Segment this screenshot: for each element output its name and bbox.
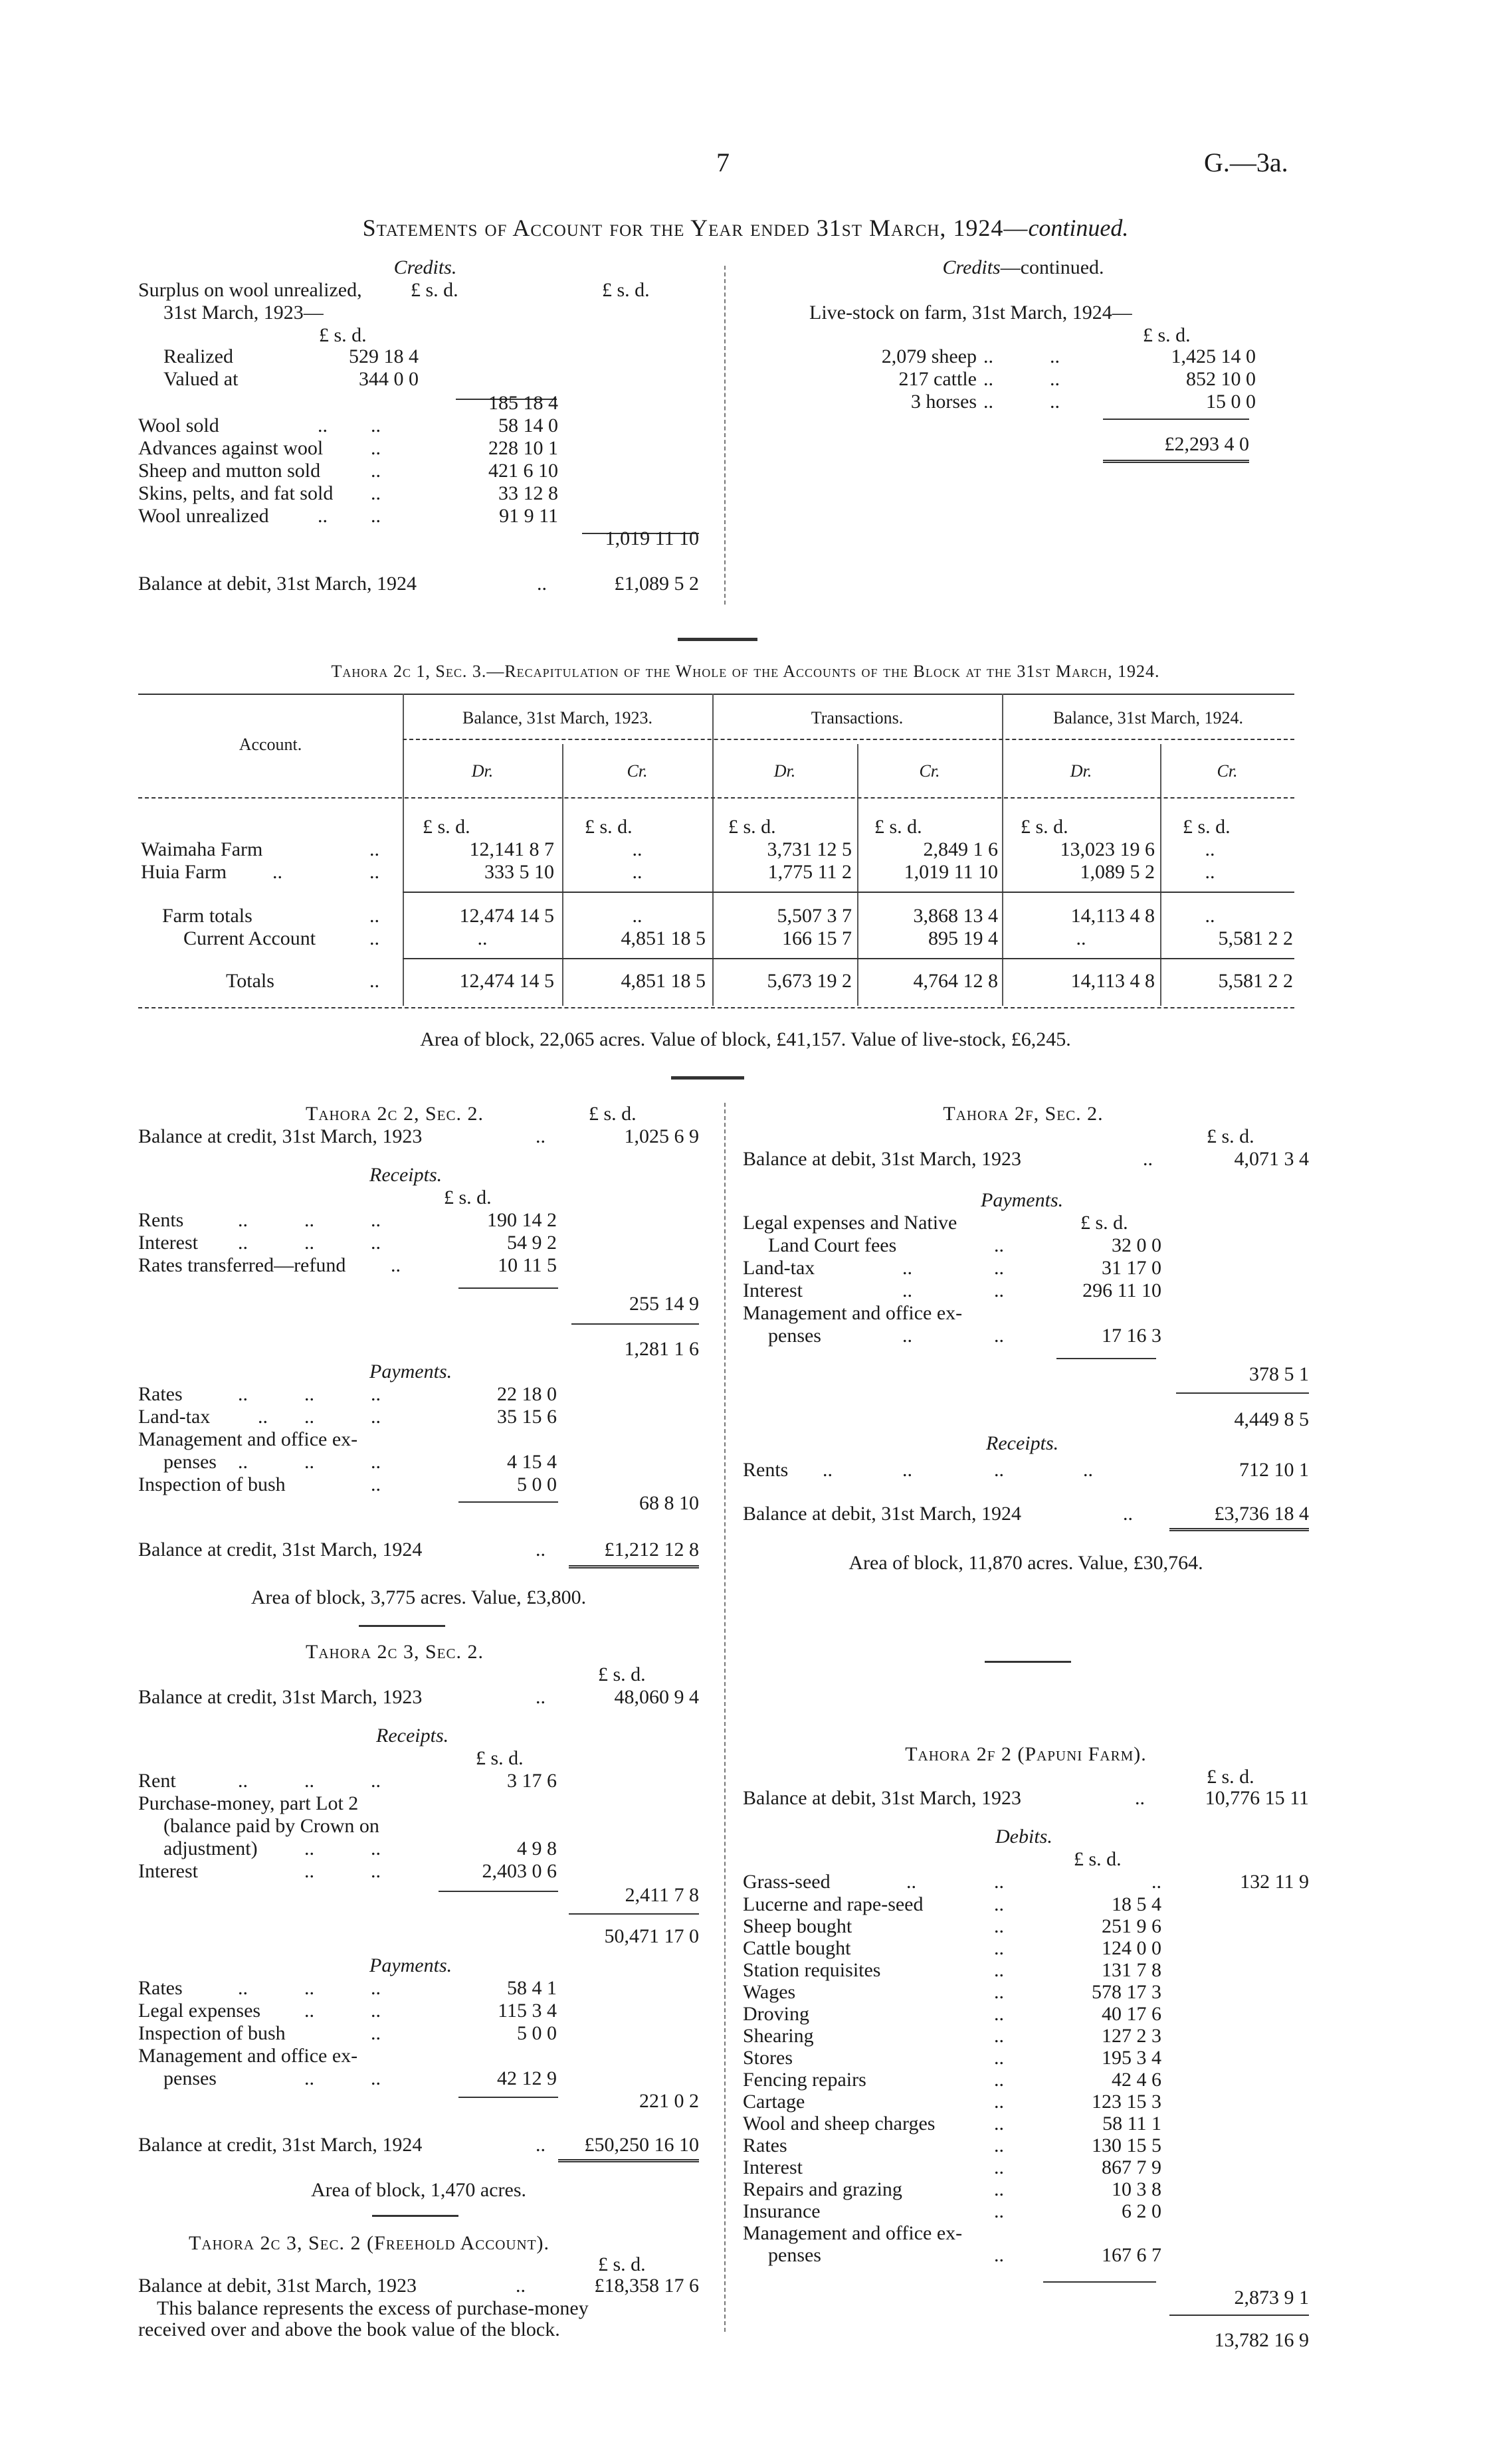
- item-value: 130 15 5: [1092, 2134, 1161, 2156]
- t2f2-bal-label: Balance at debit, 31st March, 1923: [743, 1787, 1022, 1809]
- sub-col-header: £ s. d.: [319, 324, 367, 346]
- item-value: 127 2 3: [1102, 2025, 1161, 2047]
- page-title-text: Statements of Account for the Year ended 31st March, 1924—: [362, 215, 1029, 241]
- leader-dots: ..: [994, 2069, 1004, 2091]
- item-label: Fencing repairs: [743, 2069, 866, 2091]
- recap-units: £ s. d.: [423, 816, 470, 838]
- item-label: Wool and sheep charges: [743, 2113, 936, 2134]
- realized-value: 529 18 4: [349, 345, 419, 367]
- credits-heading: Credits.: [393, 256, 457, 278]
- recap-sub-dr: Dr.: [773, 761, 796, 781]
- t2f-footer: Area of block, 11,870 acres. Value, £30,764.: [848, 1552, 1203, 1574]
- item-value: 124 0 0: [1102, 1937, 1161, 1959]
- table-row: Waimaha Farm .. 12,141 8 7 .. 3,731 12 5 2,849 1 6 13,023 19 6 ..: [141, 838, 1215, 860]
- t2c2-payments-head: Payments.: [369, 1361, 452, 1382]
- recap-group-transactions: Transactions.: [811, 708, 904, 727]
- t2c3-col: £ s. d.: [598, 1663, 646, 1685]
- t2c3-receipts-total: 2,411 7 8: [625, 1884, 699, 1906]
- leader-dots: ..: [994, 1937, 1004, 1959]
- recap-sub-cr: Cr.: [919, 761, 940, 781]
- t2c3f-note-1: This balance represents the excess of purchase-money: [157, 2297, 589, 2319]
- leader-dots: ..: [994, 2091, 1004, 2113]
- item-label: Management and office ex-: [743, 2222, 963, 2244]
- recap-footer: Area of block, 22,065 acres. Value of block, £41,157. Value of live-stock, £6,245.: [420, 1028, 1071, 1050]
- leader-dots: ..: [994, 2025, 1004, 2047]
- item-value: 867 7 9: [1102, 2156, 1161, 2178]
- t2f2-debits-head: Debits.: [995, 1826, 1052, 1848]
- item-label: Stores: [743, 2047, 793, 2069]
- t2c3-end-label: Balance at credit, 31st March, 1924: [138, 2134, 423, 2156]
- col-header-a: £ s. d.: [411, 279, 458, 301]
- leader-dots: ..: [994, 2113, 1004, 2134]
- t2f2-items-total: 2,873 9 1: [1234, 2287, 1309, 2309]
- t2c2-receipts-total: 255 14 9: [629, 1293, 699, 1315]
- t2f2-grass-total: 132 11 9: [1240, 1871, 1309, 1893]
- item-value: 131 7 8: [1102, 1959, 1161, 1981]
- t2f-title: Tahora 2f, Sec. 2.: [943, 1103, 1104, 1125]
- t2c3f-note-2: received over and above the book value of the block.: [138, 2319, 560, 2340]
- item-label: Repairs and grazing: [743, 2178, 902, 2200]
- recap-units: £ s. d.: [874, 816, 922, 838]
- t2c3-sub-col: £ s. d.: [476, 1747, 524, 1769]
- col-header-b: £ s. d.: [602, 279, 650, 301]
- recap-units: £ s. d.: [585, 816, 633, 838]
- t2f-end-label: Balance at debit, 31st March, 1924: [743, 1503, 1022, 1525]
- item-value: 195 3 4: [1102, 2047, 1161, 2069]
- page-number: 7: [716, 147, 730, 177]
- t2c3-bal-label: Balance at credit, 31st March, 1923: [138, 1686, 423, 1708]
- table-row: Farm totals .. 12,474 14 5 .. 5,507 3 7 3,868 13 4 14,113 4 8 ..: [162, 905, 1215, 927]
- item-value: 18 5 4: [1112, 1893, 1161, 1915]
- livestock-col-header: £ s. d.: [1143, 324, 1191, 346]
- t2f-receipts-head: Receipts.: [986, 1432, 1059, 1454]
- t2f2-grand-total: 13,782 16 9: [1214, 2329, 1309, 2351]
- livestock-label: Live-stock on farm, 31st March, 1924—: [809, 302, 1132, 324]
- livestock-total: £2,293 4 0: [1164, 433, 1249, 455]
- t2f-bal-label: Balance at debit, 31st March, 1923: [743, 1148, 1022, 1170]
- item-label: Wages: [743, 1981, 796, 2003]
- recap-sub-dr: Dr.: [1070, 761, 1092, 781]
- t2c2-footer: Area of block, 3,775 acres. Value, £3,800.: [250, 1586, 587, 1608]
- t2c3f-bal-value: £18,358 17 6: [594, 2275, 699, 2297]
- item-label: Insurance: [743, 2200, 821, 2222]
- leader-dots: ..: [994, 1893, 1004, 1915]
- table-row-totals: Totals .. 12,474 14 5 4,851 18 5 5,673 19 2 4,764 12 8 14,113 4 8 5,581 2 2: [226, 970, 1293, 992]
- t2f-sum: 4,449 8 5: [1234, 1408, 1309, 1430]
- realized-label: Realized: [163, 345, 233, 367]
- recap-col-account: Account.: [239, 735, 302, 754]
- t2c3-receipts-head: Receipts.: [376, 1725, 449, 1747]
- t2c3f-title: Tahora 2c 3, Sec. 2 (Freehold Account).: [189, 2232, 550, 2254]
- t2c2-end-label: Balance at credit, 31st March, 1924: [138, 1539, 423, 1561]
- leader-dots: ..: [994, 2178, 1004, 2200]
- item-value: 578 17 3: [1092, 1981, 1161, 2003]
- valued-label: Valued at: [163, 368, 239, 390]
- leader-dots: ..: [994, 2156, 1004, 2178]
- leader-dots: ..: [994, 2134, 1004, 2156]
- t2f-end-value: £3,736 18 4: [1214, 1503, 1309, 1525]
- balance-debit-value: £1,089 5 2: [614, 573, 699, 595]
- t2c3-payments-total: 221 0 2: [639, 2090, 699, 2112]
- leader-dots: ..: [994, 2244, 1004, 2266]
- t2f2-col: £ s. d.: [1207, 1766, 1254, 1788]
- recap-sub-dr: Dr.: [471, 761, 494, 781]
- credits-total: 1,019 11 10: [605, 527, 699, 549]
- recap-units: £ s. d.: [1183, 816, 1231, 838]
- table-row: Current Account .. .. 4,851 18 5 166 15 7 895 19 4 .. 5,581 2 2: [183, 927, 1293, 949]
- t2c2-bal-value: 1,025 6 9: [624, 1125, 699, 1147]
- recap-sub-cr: Cr.: [1217, 761, 1238, 781]
- t2f-payments-head: Payments.: [981, 1189, 1064, 1211]
- item-value: 58 11 1: [1102, 2113, 1161, 2134]
- t2c3-footer: Area of block, 1,470 acres.: [310, 2179, 527, 2201]
- page-title-cont: continued.: [1028, 215, 1129, 241]
- leader-dots: ..: [994, 1981, 1004, 2003]
- item-value: 251 9 6: [1102, 1915, 1161, 1937]
- t2c2-title: Tahora 2c 2, Sec. 2.: [306, 1103, 484, 1125]
- surplus-net-value: 185 18 4: [488, 392, 558, 414]
- item-label: Droving: [743, 2003, 809, 2025]
- leader-dots: ..: [994, 2047, 1004, 2069]
- item-label: Shearing: [743, 2025, 814, 2047]
- t2c2-col: £ s. d.: [589, 1103, 637, 1125]
- recap-title: Tahora 2c 1, Sec. 3.—Recapitulation of the Whole of the Accounts of the Block at the 31st March, 1924.: [331, 662, 1160, 681]
- item-label: Lucerne and rape-seed: [743, 1893, 924, 1915]
- item-value: 10 3 8: [1112, 2178, 1161, 2200]
- t2f2-title: Tahora 2f 2 (Papuni Farm).: [905, 1743, 1147, 1765]
- t2f-payments-total: 378 5 1: [1249, 1363, 1309, 1385]
- recap-units: £ s. d.: [728, 816, 776, 838]
- t2c2-bal-label: Balance at credit, 31st March, 1923: [138, 1125, 423, 1147]
- t2c3-sum: 50,471 17 0: [604, 1925, 699, 1947]
- recap-group-1924: Balance, 31st March, 1924.: [1053, 708, 1243, 727]
- item-label: Rates: [743, 2134, 787, 2156]
- t2c3-bal-value: 48,060 9 4: [614, 1686, 699, 1708]
- item-label: Interest: [743, 2156, 803, 2178]
- t2c3-title: Tahora 2c 3, Sec. 2.: [306, 1641, 484, 1663]
- item-label: Sheep bought: [743, 1915, 852, 1937]
- item-value: 123 15 3: [1092, 2091, 1161, 2113]
- recap-units: £ s. d.: [1021, 816, 1068, 838]
- item-value: 42 4 6: [1112, 2069, 1161, 2091]
- item-label: Cartage: [743, 2091, 805, 2113]
- leader-dots: ..: [994, 1959, 1004, 1981]
- leader-dots: ..: [994, 1915, 1004, 1937]
- item-label: penses: [768, 2244, 821, 2266]
- t2f-rents-value: 712 10 1: [1239, 1459, 1309, 1481]
- table-row: Huia Farm .. .. 333 5 10 .. 1,775 11 2 1,019 11 10 1,089 5 2 ..: [141, 861, 1215, 883]
- surplus-label-2: 31st March, 1923—: [163, 302, 324, 324]
- valued-value: 344 0 0: [359, 368, 419, 390]
- t2f2-bal-value: 10,776 15 11: [1205, 1787, 1309, 1809]
- item-value: 6 2 0: [1122, 2200, 1161, 2222]
- item-value: 167 6 7: [1102, 2244, 1161, 2266]
- item-label: Cattle bought: [743, 1937, 851, 1959]
- surplus-label-1: Surplus on wool unrealized,: [138, 279, 362, 301]
- page-title: [0, 217, 1491, 239]
- credits-cont-heading: Credits—continued.: [942, 256, 1104, 278]
- leader-dots: ..: [994, 2003, 1004, 2025]
- t2c2-receipts-head: Receipts.: [369, 1164, 443, 1186]
- document-reference: G.—3a.: [1204, 147, 1288, 177]
- t2f2-sub-col: £ s. d.: [1074, 1848, 1122, 1870]
- t2c2-sum: 1,281 1 6: [624, 1338, 699, 1360]
- balance-debit-label: Balance at debit, 31st March, 1924: [138, 573, 417, 595]
- recap-group-1923: Balance, 31st March, 1923.: [462, 708, 652, 727]
- leader-dots: ..: [994, 2200, 1004, 2222]
- t2c2-payments-total: 68 8 10: [639, 1492, 699, 1514]
- recap-sub-cr: Cr.: [627, 761, 648, 781]
- t2f-col: £ s. d.: [1207, 1125, 1254, 1147]
- t2c3f-bal-label: Balance at debit, 31st March, 1923: [138, 2275, 417, 2297]
- t2c3-end-value: £50,250 16 10: [584, 2134, 699, 2156]
- t2c2-end-value: £1,212 12 8: [604, 1539, 699, 1561]
- item-label: Station requisites: [743, 1959, 881, 1981]
- t2c3-payments-head: Payments.: [369, 1954, 452, 1976]
- t2c2-sub-col: £ s. d.: [444, 1186, 492, 1208]
- t2f-sub-col: £ s. d.: [1080, 1212, 1128, 1234]
- item-value: 40 17 6: [1102, 2003, 1161, 2025]
- t2c3f-col: £ s. d.: [598, 2253, 646, 2275]
- t2f-bal-value: 4,071 3 4: [1234, 1148, 1309, 1170]
